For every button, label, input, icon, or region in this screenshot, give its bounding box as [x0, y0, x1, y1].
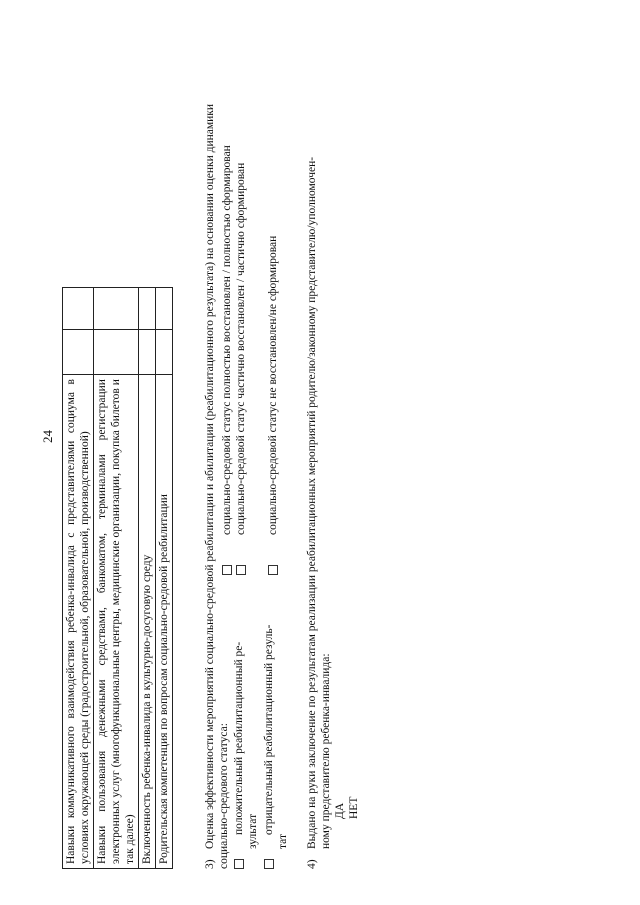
- section-4-number: 4): [306, 859, 318, 869]
- negative-option-text: социально-средовой статус не восстановлен/не сформирован: [267, 235, 279, 535]
- section-4-line1-text: Выдано на руки заключение по результатам реализации реабилитационных мероприятий родителю/законному представителю/уполномочен-: [306, 156, 318, 849]
- section-4-line2: ному представителю ребенка-инвалида:: [320, 653, 332, 849]
- criteria-table: [62, 287, 173, 869]
- positive-result-label: [232, 642, 246, 869]
- negative-option: [266, 236, 280, 575]
- positive-label-line2: зультат: [247, 813, 259, 849]
- answer-yes: ДА: [334, 802, 346, 819]
- table-cell-empty: [94, 330, 139, 375]
- section-3-intro-text: Оценка эффективности мероприятий социально-средовой реабилитации и абилитации (реабилитационного результата) на основании оценки динамики социально-средового статуса:: [204, 103, 230, 869]
- table-row: [156, 288, 173, 869]
- negative-result-label: [262, 625, 276, 869]
- table-cell-empty: [139, 330, 156, 375]
- checkbox-icon[interactable]: [264, 859, 274, 869]
- checkbox-icon[interactable]: [222, 565, 232, 575]
- answer-no: НЕТ: [348, 796, 360, 819]
- section-3-number: 3): [204, 859, 216, 869]
- checkbox-icon[interactable]: [268, 565, 278, 575]
- positive-option-partial: [234, 163, 248, 575]
- table-cell-criterion: Навыки коммуникативного взаимодействия ребенка-инвалида с представителями социума в условиях окружающей среды (градостроительной, образовательной, производственной): [63, 375, 94, 869]
- table-cell-empty: [156, 288, 173, 330]
- checkbox-icon[interactable]: [236, 565, 246, 575]
- table-cell-criterion: Навыки пользования денежными средствами, банкоматом, терминалами регистрации электронных услуг (многофункциональные центры, медицинские организации, покупка билетов и так далее): [94, 375, 139, 869]
- table-row: [63, 288, 94, 869]
- table-cell-empty: [63, 288, 94, 330]
- table-cell-empty: [63, 330, 94, 375]
- positive-option-full: [220, 145, 234, 575]
- positive-option-partial-text: социально-средовой статус частично восстановлен / частично сформирован: [235, 162, 247, 535]
- table-cell-criterion: Родительская компетенция по вопросам социально-средовой реабилитации: [156, 375, 173, 869]
- section-4-line1: [305, 49, 319, 869]
- section-4: [305, 49, 361, 869]
- negative-label-line2: тат: [277, 834, 289, 849]
- page-number: 24: [40, 430, 55, 443]
- positive-option-full-text: социально-средовой статус полностью восстановлен / полностью сформирован: [221, 145, 233, 535]
- table-row: [94, 288, 139, 869]
- table-row: [139, 288, 156, 869]
- negative-label-line1: отрицательный реабилитационный резуль-: [263, 624, 275, 835]
- table-cell-empty: [94, 288, 139, 330]
- positive-label-line1: положительный реабилитационный ре-: [233, 641, 245, 835]
- table-cell-empty: [156, 330, 173, 375]
- checkbox-icon[interactable]: [234, 859, 244, 869]
- table-cell-empty: [139, 288, 156, 330]
- table-cell-criterion: Включенность ребенка-инвалида в культурно-досуговую среду: [139, 375, 156, 869]
